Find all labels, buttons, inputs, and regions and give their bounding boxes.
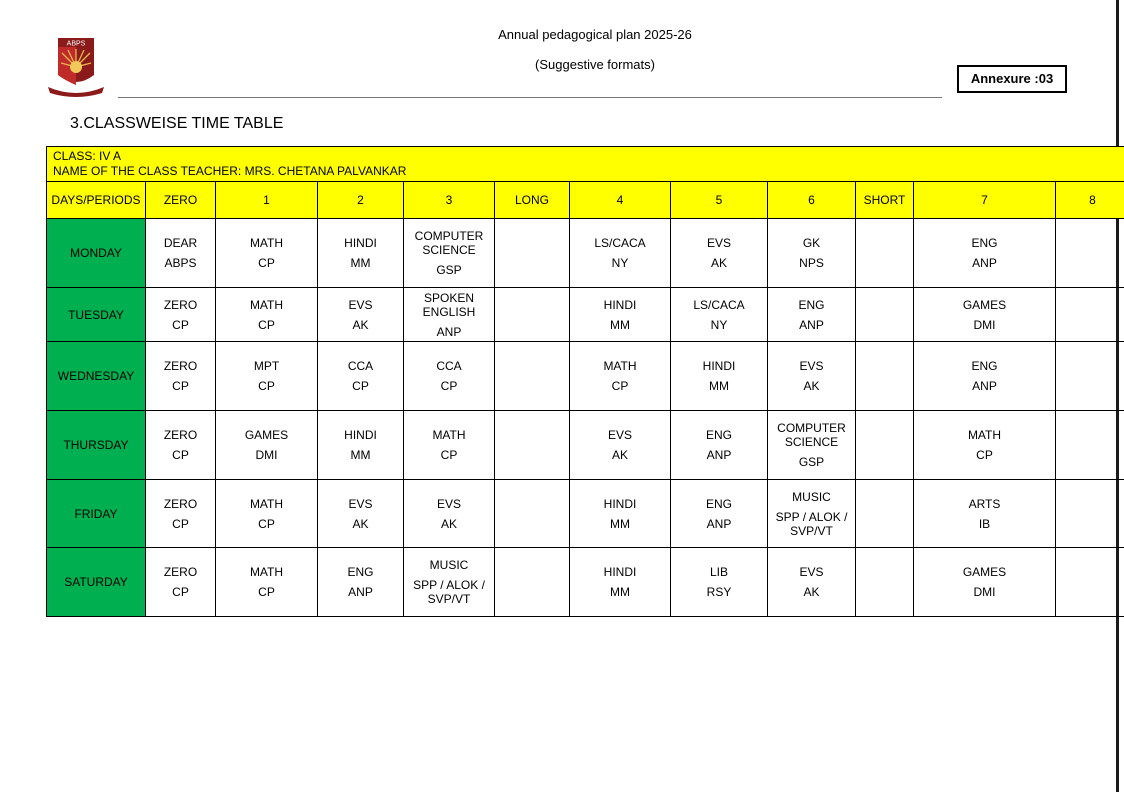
subject-text: MATH [432, 428, 466, 442]
period-cell [404, 219, 495, 288]
column-header: 2 [318, 182, 404, 219]
teacher-code: ANP [348, 585, 373, 599]
column-header: 7 [914, 182, 1056, 219]
subject-text: EVS [348, 496, 373, 511]
period-content [768, 219, 855, 287]
period-content [146, 548, 215, 616]
table-row [47, 219, 1124, 288]
period-content [146, 219, 215, 287]
period-cell [216, 342, 318, 411]
period-content [856, 342, 913, 410]
subject-text: ARTS [968, 496, 1001, 511]
subject-text: HINDI [702, 359, 736, 373]
subject-text: CCA [436, 359, 462, 373]
period-cell [768, 411, 856, 480]
teacher-code: IB [978, 516, 991, 531]
teacher-code: CP [352, 379, 369, 393]
period-cell [216, 288, 318, 342]
subject-text: SPOKEN ENGLISH [422, 290, 476, 319]
period-content [495, 288, 569, 341]
period-cell [914, 288, 1056, 342]
period-content [146, 342, 215, 410]
period-content [768, 411, 855, 479]
period-cell [570, 548, 671, 617]
teacher-code: CP [172, 516, 189, 531]
teacher-code: AK [440, 516, 457, 531]
period-cell [856, 219, 914, 288]
period-cell [318, 342, 404, 411]
subject-text: LS/CACA [594, 236, 646, 250]
teacher-code: CP [172, 448, 189, 462]
period-cell [768, 288, 856, 342]
period-content [570, 411, 670, 479]
period-cell [570, 288, 671, 342]
section-title: 3.CLASSWEISE TIME TABLE [70, 115, 284, 132]
period-cell [146, 219, 216, 288]
teacher-code: CP [258, 317, 275, 332]
period-content [671, 411, 767, 479]
period-cell [856, 480, 914, 548]
period-cell [318, 288, 404, 342]
period-cell [495, 219, 570, 288]
period-cell [768, 480, 856, 548]
subject-text: MATH [967, 428, 1002, 442]
period-cell [146, 480, 216, 548]
table-row [47, 548, 1124, 617]
subject-text: GAMES [962, 297, 1007, 312]
class-info [47, 147, 1124, 182]
period-content [318, 288, 403, 341]
period-content [495, 480, 569, 547]
teacher-code: SPP / ALOK / SVP/VT [413, 578, 485, 606]
teacher-code: MM [350, 256, 371, 270]
subject-text: EVS [799, 565, 824, 579]
teacher-code: NPS [799, 256, 824, 270]
teacher-code: DMI [255, 448, 278, 462]
subject-text: CCA [347, 359, 374, 373]
subject-text: ZERO [163, 428, 198, 442]
teacher-code: CP [172, 585, 189, 599]
period-content [856, 411, 913, 479]
teacher-line: NAME OF THE CLASS TEACHER: MRS. CHETANA PALVANKAR [53, 164, 407, 178]
period-content [914, 480, 1055, 547]
column-header: LONG [495, 182, 570, 219]
period-content [768, 480, 855, 547]
subject-text: GAMES [244, 428, 289, 442]
teacher-code: CP [258, 256, 275, 270]
period-cell [671, 480, 768, 548]
period-cell [404, 342, 495, 411]
subject-text: COMPUTER SCIENCE [414, 229, 484, 257]
period-content [216, 342, 317, 410]
subject-text: ZERO [163, 496, 198, 511]
period-cell [495, 342, 570, 411]
period-content [671, 342, 767, 410]
period-content [856, 548, 913, 616]
teacher-code: MM [350, 448, 371, 462]
day-cell: WEDNESDAY [47, 342, 146, 411]
period-content [216, 411, 317, 479]
period-cell [856, 288, 914, 342]
teacher-code: SPP / ALOK / SVP/VT [775, 509, 848, 538]
period-content [570, 342, 670, 410]
period-cell [768, 219, 856, 288]
column-header: 4 [570, 182, 671, 219]
subject-text: HINDI [603, 565, 637, 579]
period-content [318, 219, 403, 287]
period-cell [216, 480, 318, 548]
column-header: 1 [216, 182, 318, 219]
period-content [671, 480, 767, 547]
subject-text: MATH [249, 565, 284, 579]
period-content [216, 480, 317, 547]
period-cell [404, 548, 495, 617]
period-content [318, 411, 403, 479]
period-content [1056, 548, 1124, 616]
teacher-code: ANP [972, 379, 997, 393]
period-cell [318, 411, 404, 480]
period-cell [671, 288, 768, 342]
period-content [1056, 480, 1124, 547]
teacher-code: NY [710, 317, 728, 332]
period-content [216, 288, 317, 341]
period-content [671, 219, 767, 287]
teacher-code: CP [172, 379, 189, 393]
period-content [146, 288, 215, 341]
period-content [404, 548, 494, 616]
period-content [318, 548, 403, 616]
period-cell [914, 219, 1056, 288]
period-content [768, 548, 855, 616]
subject-text: ENG [971, 359, 998, 373]
period-cell [1056, 342, 1124, 411]
subject-text: MATH [249, 496, 284, 511]
subject-text: GAMES [962, 565, 1007, 579]
period-cell [570, 219, 671, 288]
column-header: 6 [768, 182, 856, 219]
subject-text: MATH [249, 236, 284, 250]
subject-text: ZERO [163, 359, 198, 373]
period-cell [856, 411, 914, 480]
period-content [495, 548, 569, 616]
period-content [216, 219, 317, 287]
table-row [47, 480, 1124, 548]
period-content [495, 342, 569, 410]
subject-text: EVS [706, 236, 731, 250]
period-cell [856, 342, 914, 411]
teacher-code: AK [352, 317, 369, 332]
subject-text: ENG [705, 428, 732, 442]
teacher-code: GSP [798, 455, 825, 469]
period-content [318, 342, 403, 410]
teacher-code: NY [611, 256, 629, 270]
period-content [495, 411, 569, 479]
period-content [318, 480, 403, 547]
header-row [47, 182, 1124, 219]
day-cell: FRIDAY [47, 480, 146, 548]
teacher-code: CP [976, 448, 993, 462]
period-content [1056, 411, 1124, 479]
period-cell [768, 548, 856, 617]
period-content [914, 548, 1055, 616]
subject-text: HINDI [344, 428, 377, 442]
teacher-code: CP [440, 379, 458, 393]
teacher-code: CP [611, 379, 629, 393]
school-logo [44, 37, 108, 97]
teacher-code: AK [611, 448, 628, 462]
subject-text: EVS [799, 359, 824, 373]
period-cell [216, 219, 318, 288]
period-cell [318, 548, 404, 617]
teacher-code: MM [610, 317, 630, 332]
period-cell [495, 480, 570, 548]
subject-text: COMPUTER SCIENCE [777, 421, 846, 449]
teacher-code: GSP [436, 263, 462, 277]
period-cell [404, 411, 495, 480]
table-row [47, 411, 1124, 480]
subject-text: HINDI [603, 496, 637, 511]
period-cell [671, 411, 768, 480]
table-row [47, 288, 1124, 342]
teacher-code: DMI [973, 585, 996, 599]
subject-text: ENG [705, 496, 732, 511]
subject-text: GK [802, 236, 821, 250]
header-divider [118, 97, 942, 98]
day-cell: THURSDAY [47, 411, 146, 480]
subject-text: MUSIC [429, 558, 469, 572]
period-content [570, 219, 670, 287]
period-cell [146, 411, 216, 480]
subject-text: MATH [249, 297, 284, 312]
period-cell [1056, 480, 1124, 548]
teacher-code: CP [440, 448, 458, 462]
period-content [914, 288, 1055, 341]
period-cell [1056, 288, 1124, 342]
column-header: 5 [671, 182, 768, 219]
teacher-code: AK [803, 585, 820, 599]
subject-text: ENG [971, 236, 998, 250]
period-cell [856, 548, 914, 617]
period-cell [914, 548, 1056, 617]
period-cell [671, 219, 768, 288]
period-cell [495, 288, 570, 342]
period-content [671, 288, 767, 341]
table-row [47, 342, 1124, 411]
period-cell [318, 480, 404, 548]
period-content [914, 411, 1055, 479]
teacher-code: ANP [799, 317, 824, 332]
period-content [768, 288, 855, 341]
column-header: ZERO [146, 182, 216, 219]
period-content [914, 342, 1055, 410]
period-content [1056, 342, 1124, 410]
subject-text: ZERO [163, 565, 198, 579]
teacher-code: AK [352, 516, 369, 531]
period-cell [914, 411, 1056, 480]
period-content [570, 480, 670, 547]
subject-text: HINDI [344, 236, 377, 250]
period-content [856, 288, 913, 341]
subject-text: DEAR [163, 236, 198, 250]
day-cell: TUESDAY [47, 288, 146, 342]
teacher-code: AK [803, 379, 820, 393]
period-cell [671, 342, 768, 411]
period-cell [768, 342, 856, 411]
period-cell [495, 411, 570, 480]
period-cell [216, 411, 318, 480]
period-content [1056, 219, 1124, 287]
subject-text: HINDI [603, 297, 637, 312]
subject-text: LIB [709, 565, 728, 579]
teacher-code: CP [172, 317, 189, 332]
teacher-code: CP [258, 585, 275, 599]
period-cell [570, 342, 671, 411]
column-header: DAYS/PERIODS [47, 182, 146, 219]
day-cell: SATURDAY [47, 548, 146, 617]
period-content [404, 342, 494, 410]
teacher-code: ANP [972, 256, 997, 270]
period-cell [146, 548, 216, 617]
teacher-code: ANP [706, 448, 732, 462]
teacher-code: ANP [706, 516, 732, 531]
teacher-code: ANP [436, 324, 462, 339]
period-cell [570, 411, 671, 480]
subject-text: EVS [348, 297, 373, 312]
subject-text: EVS [607, 428, 632, 442]
period-content [914, 219, 1055, 287]
period-content [404, 219, 494, 287]
period-cell [570, 480, 671, 548]
period-cell [914, 480, 1056, 548]
subject-text: ENG [798, 297, 825, 312]
period-cell [1056, 548, 1124, 617]
period-cell [318, 219, 404, 288]
teacher-code: MM [709, 379, 729, 393]
teacher-code: RSY [706, 585, 732, 599]
period-content [404, 288, 494, 341]
teacher-code: CP [258, 379, 275, 393]
period-cell [404, 480, 495, 548]
period-content [146, 411, 215, 479]
teacher-code: DMI [973, 317, 996, 332]
period-cell [1056, 219, 1124, 288]
subject-text: MUSIC [792, 489, 831, 504]
column-header: 8 [1056, 182, 1124, 219]
period-cell [671, 548, 768, 617]
period-content [671, 548, 767, 616]
teacher-code: MM [610, 516, 630, 531]
teacher-code: AK [710, 256, 727, 270]
period-content [856, 219, 913, 287]
period-cell [216, 548, 318, 617]
timetable [46, 146, 1124, 617]
period-content [216, 548, 317, 616]
column-header: 3 [404, 182, 495, 219]
period-content [570, 288, 670, 341]
period-content [768, 342, 855, 410]
period-content [404, 411, 494, 479]
document-title: Annual pedagogical plan 2025-26 [498, 27, 692, 42]
period-cell [146, 342, 216, 411]
teacher-code: ABPS [164, 256, 197, 270]
period-content [570, 548, 670, 616]
subject-text: MATH [603, 359, 637, 373]
teacher-code: CP [258, 516, 275, 531]
period-cell [495, 548, 570, 617]
teacher-code: MM [610, 585, 630, 599]
period-content [146, 480, 215, 547]
subject-text: EVS [436, 496, 461, 511]
period-cell [404, 288, 495, 342]
day-cell: MONDAY [47, 219, 146, 288]
subject-text: MPT [253, 359, 280, 373]
document-subtitle: (Suggestive formats) [535, 57, 655, 72]
annexure-box: Annexure :03 [957, 65, 1067, 93]
subject-text: LS/CACA [693, 297, 745, 312]
period-content [404, 480, 494, 547]
period-content [1056, 288, 1124, 341]
period-cell [914, 342, 1056, 411]
period-content [856, 480, 913, 547]
period-cell [146, 288, 216, 342]
period-cell [1056, 411, 1124, 480]
subject-text: ENG [347, 565, 374, 579]
class-line: CLASS: IV A [53, 149, 122, 163]
period-content [495, 219, 569, 287]
column-header: SHORT [856, 182, 914, 219]
logo-text: ABPS [66, 40, 86, 48]
subject-text: ZERO [163, 297, 198, 312]
